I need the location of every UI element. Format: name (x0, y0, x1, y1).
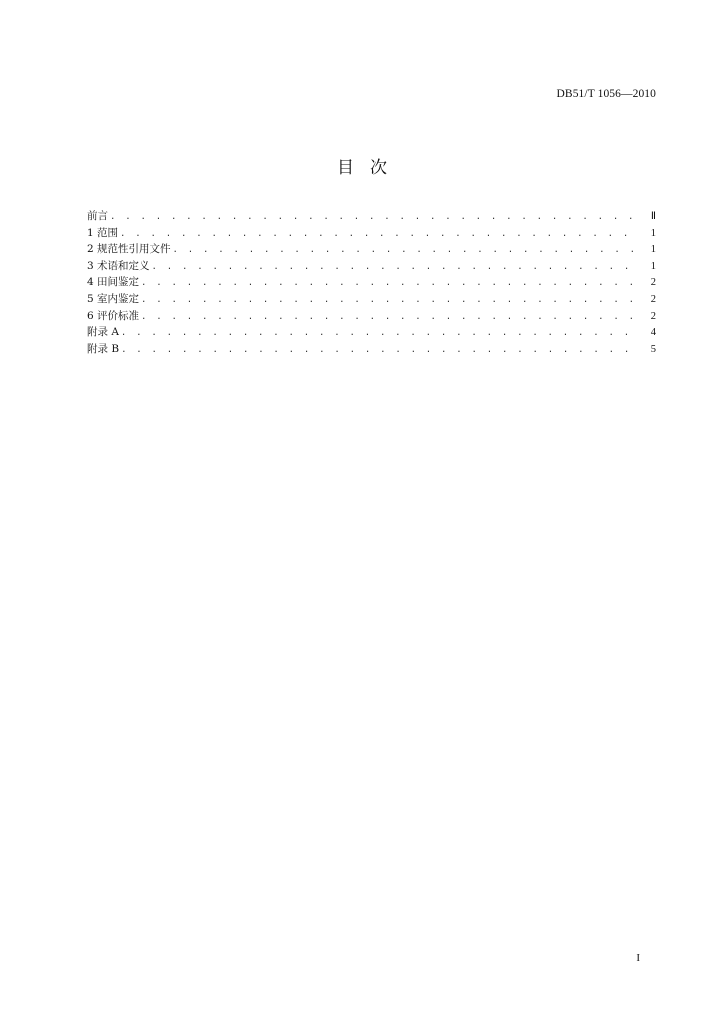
toc-entry-label: 附录 A (87, 326, 119, 339)
toc-entry-label: 2 规范性引用文件 (87, 243, 171, 256)
toc-entry-page: 2 (650, 293, 656, 305)
standard-code: DB51/T 1056—2010 (556, 88, 656, 100)
toc-entry-label: 4 田间鉴定 (87, 276, 140, 289)
toc-entry-label: 6 评价标准 (87, 309, 140, 322)
toc-entry-label: 附录 B (87, 342, 120, 355)
toc-entry-page: 1 (650, 244, 656, 256)
toc-entry-page: 5 (650, 343, 656, 355)
toc-dot-leader (141, 275, 640, 292)
toc-entry-label: 5 室内鉴定 (87, 292, 140, 305)
toc-entry-page: Ⅱ (650, 211, 656, 222)
toc-entry-evaluation-standard[interactable] (87, 308, 656, 325)
toc-dot-leader (152, 259, 640, 276)
table-of-contents (87, 208, 656, 357)
toc-entry-page: 1 (650, 260, 656, 272)
toc-dot-leader (120, 226, 640, 243)
toc-entry-appendix-a[interactable] (87, 324, 656, 341)
toc-entry-label: 1 范围 (87, 226, 119, 239)
toc-entry-field-identification[interactable] (87, 274, 656, 291)
toc-entry-page: 2 (650, 277, 656, 289)
page-number: I (636, 952, 640, 964)
toc-dot-leader (141, 309, 640, 326)
toc-entry-scope[interactable] (87, 225, 656, 242)
toc-dot-leader (141, 292, 640, 309)
page-title: 目次 (337, 158, 403, 178)
toc-entry-page: 1 (650, 227, 656, 239)
toc-entry-page: 4 (650, 327, 656, 339)
toc-entry-foreword[interactable] (87, 208, 656, 225)
toc-entry-terms[interactable] (87, 258, 656, 275)
toc-entry-label: 3 术语和定义 (87, 259, 150, 272)
toc-dot-leader (173, 242, 640, 259)
toc-entry-label: 前言 (87, 210, 108, 222)
toc-entry-normative-references[interactable] (87, 241, 656, 258)
toc-dot-leader (121, 342, 640, 359)
toc-entry-indoor-identification[interactable] (87, 291, 656, 308)
toc-entry-appendix-b[interactable] (87, 341, 656, 358)
toc-dot-leader (110, 209, 640, 226)
toc-dot-leader (121, 325, 640, 342)
toc-entry-page: 2 (650, 310, 656, 322)
